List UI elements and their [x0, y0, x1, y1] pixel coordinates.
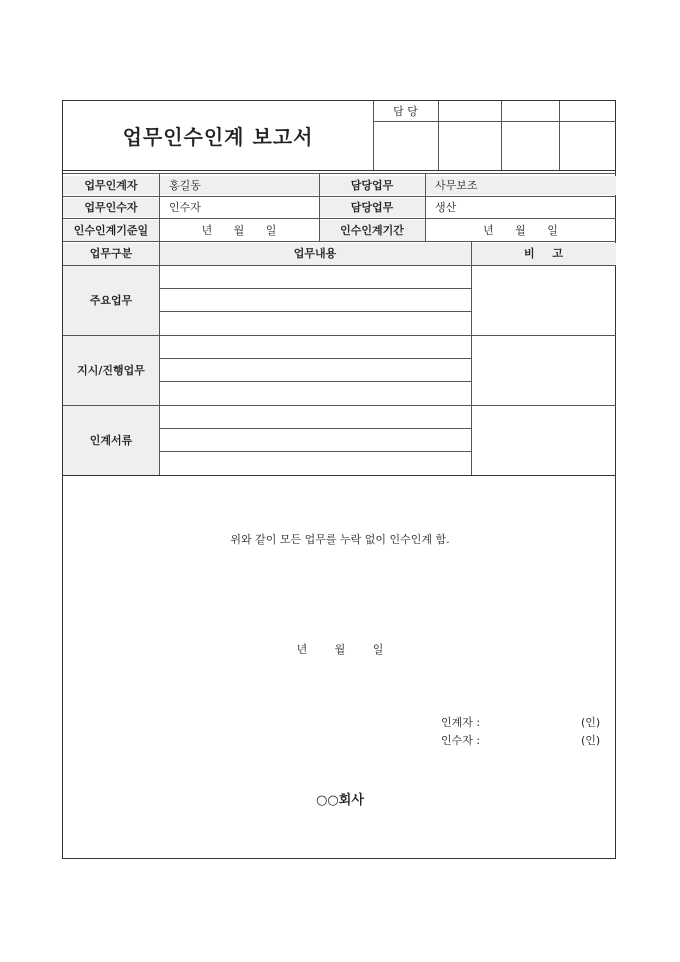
content-input-1-2[interactable]: [159, 288, 471, 311]
section-label-main-duties: 주요업무: [89, 294, 133, 307]
col-remarks-header: 비 고: [523, 247, 564, 260]
remarks-input-2[interactable]: [471, 335, 616, 405]
duty-label-1: 담당업무: [350, 178, 394, 192]
content-input-1-3[interactable]: [159, 311, 471, 335]
signer-receiver-seal[interactable]: (인): [581, 734, 601, 747]
period-value[interactable]: 년 월 일: [483, 223, 558, 237]
period-label: 인수인계기간: [340, 223, 404, 237]
content-input-1-1[interactable]: [159, 265, 471, 288]
handover-person-label: 업무인계자: [84, 178, 138, 192]
confirmation-statement: 위와 같이 모든 업무를 누락 없이 인수인계 함.: [230, 533, 450, 546]
col-category-header: 업무구분: [89, 247, 133, 260]
base-date-label: 인수인계기준일: [73, 223, 149, 237]
content-input-3-3[interactable]: [159, 451, 471, 475]
duty-label-2: 담당업무: [350, 201, 394, 214]
document-title: 업무인수인계 보고서: [122, 125, 314, 149]
section-label-instructions: 지시/진행업무: [77, 364, 145, 377]
base-date-value[interactable]: 년 월 일: [201, 223, 277, 237]
handover-report-form: [62, 100, 616, 859]
company-name: ○○회사: [316, 793, 364, 808]
signer-receiver-label: 인수자 :: [441, 734, 481, 747]
section-label-documents: 인계서류: [89, 434, 133, 447]
remarks-input-3[interactable]: [471, 405, 616, 475]
approval-sign-slot-4[interactable]: [559, 121, 616, 170]
content-input-2-1[interactable]: [159, 335, 471, 358]
content-input-2-3[interactable]: [159, 381, 471, 405]
handover-person-value[interactable]: 홍길동: [169, 178, 201, 192]
col-content-header: 업무내용: [293, 247, 337, 260]
duty-value-2[interactable]: 생산: [435, 201, 457, 214]
receiver-value[interactable]: 인수자: [169, 201, 201, 214]
duty-value-1[interactable]: 사무보조: [435, 178, 478, 192]
remarks-input-1[interactable]: [471, 265, 616, 335]
content-input-2-2[interactable]: [159, 358, 471, 381]
content-input-3-2[interactable]: [159, 428, 471, 451]
approval-label: 담 당: [393, 105, 418, 118]
sign-date[interactable]: 년 월 일: [296, 643, 384, 656]
content-input-3-1[interactable]: [159, 405, 471, 428]
signer-handover-seal[interactable]: (인): [581, 716, 601, 729]
approval-sign-slot-1[interactable]: [373, 121, 438, 170]
signer-handover-label: 인계자 :: [441, 716, 481, 729]
approval-sign-slot-3[interactable]: [501, 121, 559, 170]
receiver-label: 업무인수자: [84, 201, 138, 214]
approval-sign-slot-2[interactable]: [438, 121, 501, 170]
